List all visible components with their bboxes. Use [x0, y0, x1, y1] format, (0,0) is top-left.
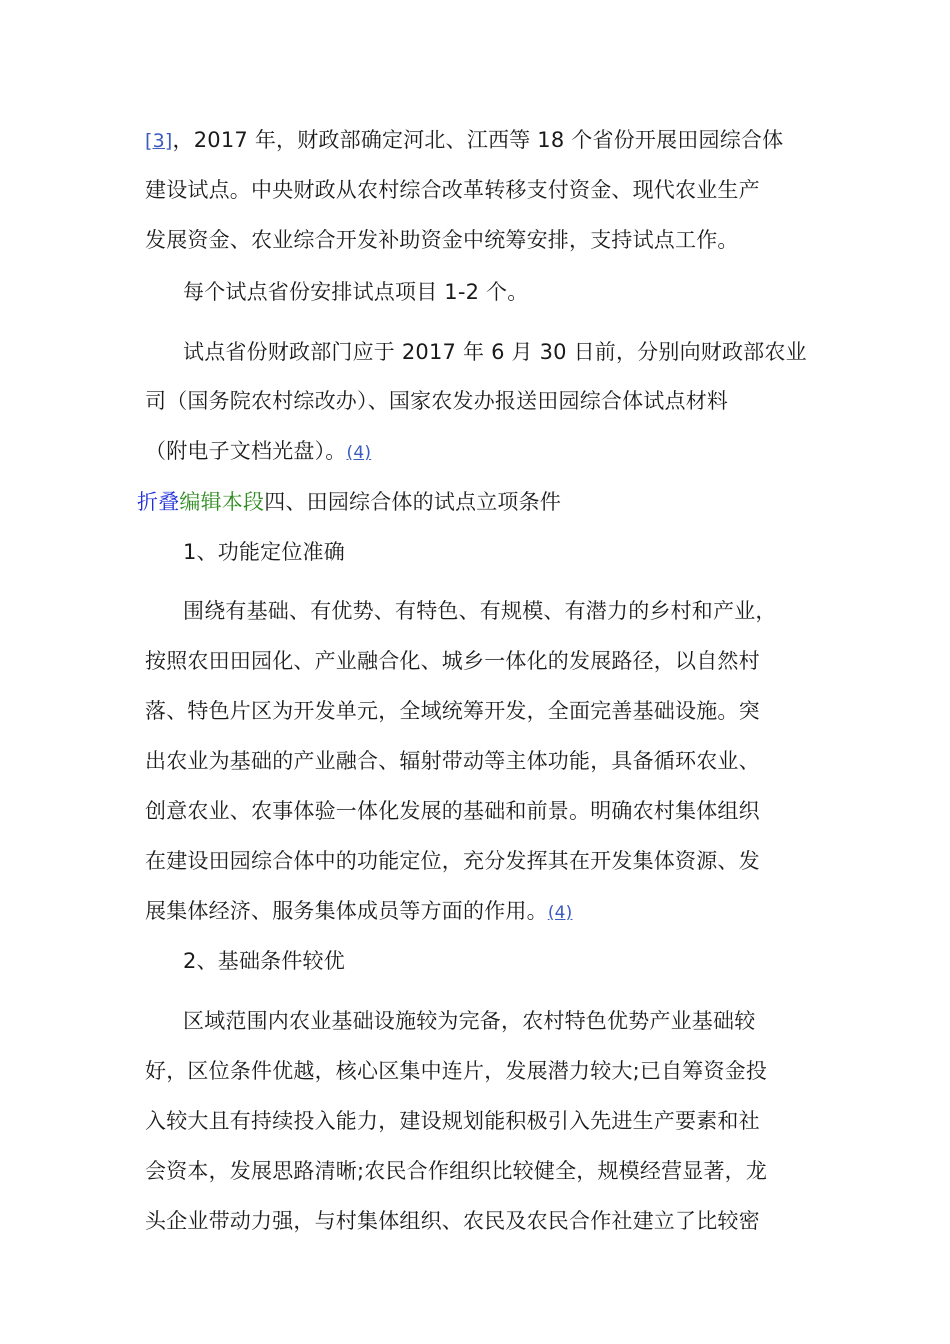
paragraph-line — [145, 126, 825, 155]
citation-link[interactable]: (4) — [346, 443, 372, 463]
paragraph-line: 每个试点省份安排试点项目 1-2 个。 — [183, 280, 529, 304]
citation-link[interactable]: (4) — [547, 903, 573, 923]
paragraph-line: 围绕有基础、有优势、有特色、有规模、有潜力的乡村和产业， — [183, 599, 777, 623]
edit-section-link[interactable]: 编辑本段 — [179, 490, 265, 514]
subheading: 2、基础条件较优 — [183, 949, 345, 973]
citation-link[interactable]: [3] — [145, 130, 173, 152]
section-heading — [137, 488, 817, 516]
paragraph-line: 建设试点。中央财政从农村综合改革转移支付资金、现代农业生产 — [145, 178, 760, 202]
paragraph-line: 好，区位条件优越，核心区集中连片，发展潜力较大;已自筹资金投 — [145, 1059, 768, 1083]
paragraph-text: ，2017 年，财政部确定河北、江西等 18 个省份开展田园综合体 — [172, 128, 784, 152]
paragraph-line: 试点省份财政部门应于 2017 年 6 月 30 日前，分别向财政部农业 — [183, 340, 807, 364]
paragraph-line: 头企业带动力强，与村集体组织、农民及农民合作社建立了比较密 — [145, 1209, 760, 1233]
paragraph-line: 会资本，发展思路清晰;农民合作组织比较健全，规模经营显著，龙 — [145, 1159, 768, 1183]
paragraph-line: 在建设田园综合体中的功能定位，充分发挥其在开发集体资源、发 — [145, 849, 760, 873]
subheading: 1、功能定位准确 — [183, 540, 345, 564]
paragraph-text: （附电子文档光盘）。 — [145, 439, 347, 463]
paragraph-line: 出农业为基础的产业融合、辐射带动等主体功能，具备循环农业、 — [145, 749, 760, 773]
fold-link[interactable]: 折叠 — [137, 490, 180, 514]
paragraph-line: 发展资金、农业综合开发补助资金中统筹安排，支持试点工作。 — [145, 228, 739, 252]
paragraph-line: 按照农田田园化、产业融合化、城乡一体化的发展路径，以自然村 — [145, 649, 760, 673]
section-title: 四、田园综合体的试点立项条件 — [264, 490, 562, 514]
paragraph-text: 展集体经济、服务集体成员等方面的作用。 — [145, 899, 548, 923]
paragraph-line — [145, 437, 825, 467]
paragraph-line: 入较大且有持续投入能力，建设规划能积极引入先进生产要素和社 — [145, 1109, 760, 1133]
paragraph-line: 司（国务院农村综改办）、国家农发办报送田园综合体试点材料 — [145, 389, 729, 413]
paragraph-line: 区域范围内农业基础设施较为完备，农村特色优势产业基础较 — [183, 1009, 756, 1033]
paragraph-line: 创意农业、农事体验一体化发展的基础和前景。明确农村集体组织 — [145, 799, 760, 823]
paragraph-line: 落、特色片区为开发单元，全域统筹开发，全面完善基础设施。突 — [145, 699, 760, 723]
paragraph-line — [145, 897, 825, 927]
